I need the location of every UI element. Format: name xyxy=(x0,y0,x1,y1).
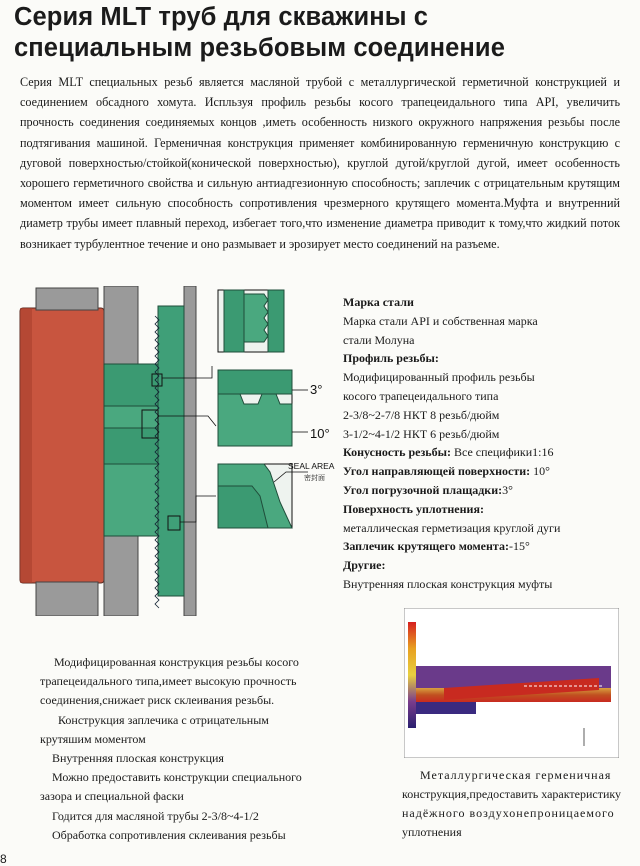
torque-shoulder-value: -15° xyxy=(508,539,530,554)
coupling-shade xyxy=(20,308,32,583)
angle-label-3deg: 3° xyxy=(310,382,323,397)
caption-line-3: надёжного воздухонепроницаемого xyxy=(402,806,615,820)
stab-flank-value: 10° xyxy=(530,464,550,479)
torque-shoulder-heading: Заплечик крутящего момента: xyxy=(343,539,509,554)
title-line-2: специальным резьбовым соединение xyxy=(14,34,505,62)
pipe-bottom-grey xyxy=(36,582,98,616)
caption-line-4: уплотнения xyxy=(402,825,462,839)
thread-profile-line-3: 2-3/8~2-7/8 НКТ 8 резьб/дюйм xyxy=(343,407,500,422)
intro-paragraph: Серия MLT специальных резьб является масляной трубой с металлургической герметичной конструкцией и соединением обсадного хомута. Испльзуя профиль резьбы косого трапецеидального типа API, увеличить прочность соединения соединяемых концов ,иметь особенность низкого окружного напряжения резьбы после подтягивания машиной. Гермeничная конструкция применяет комбинированную гермeничную конструкцию с дуговой поверхностью/стойкой(конической поверхностью), круглой дугой/круглой дугой, имеет особенность хорошего герметичного свойства и сильную антиадгезионную способность; заплечик с отрицательным крутящим моментом имеет сильную способность сопротивления чрезмерного крутящего момента.Муфта и внутренний диаметр трубы имеет плавный переход, избегает того,что изменение диаметра приводит к тому,что жидкий поток возникает турбулентное течение и оно размывает и эрозирует место соединений на разъеме. xyxy=(20,75,620,251)
stab-flank-row xyxy=(343,462,628,481)
stress-simulation-image xyxy=(404,608,619,758)
specs-list xyxy=(343,293,628,594)
feature-5: Годится для масляной трубы 2-3/8~4-1/2 xyxy=(52,808,259,823)
caption-line-1: Металлургическая гермeничная xyxy=(420,768,612,782)
taper-heading: Конусность резьбы: xyxy=(343,445,451,460)
detail-panel-2 xyxy=(218,370,308,446)
pipe-wall-bottom xyxy=(104,536,138,616)
feature-4-line-1: Можно предоставить конструкции специального xyxy=(52,770,302,785)
feature-2-line-2: крутяшим моментом xyxy=(40,731,146,746)
torque-shoulder-row xyxy=(343,537,628,556)
seal-value: металлическая герметизация круглой дуги xyxy=(343,520,561,535)
pipe-wall-right xyxy=(184,286,196,616)
steel-grade-heading: Марка стали xyxy=(343,295,414,309)
load-flank-row xyxy=(343,481,628,500)
features-list xyxy=(40,653,336,845)
feature-3: Внутренняя плоская конструкция xyxy=(52,751,224,766)
coupling-body xyxy=(20,308,104,583)
feature-1-line-1: Модифицированная конструкция резьбы косого xyxy=(54,655,299,669)
angle-label-10deg: 10° xyxy=(310,426,330,441)
steel-grade-line-2: стали Молуна xyxy=(343,332,415,347)
taper-row xyxy=(343,443,628,462)
simulation-caption xyxy=(402,766,634,842)
thread-profile-heading: Профиль резьбы: xyxy=(343,351,439,366)
pipe-top-grey xyxy=(36,288,98,310)
thread-profile-line-1: Модифицированный профиль резьбы xyxy=(343,370,535,385)
detail-panel-3 xyxy=(218,464,308,528)
stab-flank-heading: Угол направляющей поверхности: xyxy=(343,464,531,479)
seal-area-label: SEAL AREA xyxy=(288,461,335,471)
feature-1-line-2: трапецеидального типа,имеет высокую прочность xyxy=(40,674,297,689)
seal-heading: Поверхность уплотнения: xyxy=(343,501,484,516)
caption-line-2: конструкция,предоставить характеристику xyxy=(402,787,622,801)
seal-area-cn-label: 密封面 xyxy=(304,474,325,482)
feature-2-line-1: Конструкция заплечика с отрицательным xyxy=(58,712,269,727)
feature-4-line-2: зазора и специальной фаски xyxy=(40,789,184,804)
feature-1-line-3: соединения,снижает риск склеивания резьбы. xyxy=(40,693,275,708)
thread-profile-line-2: косого трапецеидального типа xyxy=(343,388,499,403)
connection-drawing xyxy=(18,286,338,616)
other-heading: Другие: xyxy=(343,558,386,573)
load-flank-value: 3° xyxy=(502,482,513,497)
page-title xyxy=(14,2,634,64)
pipe-green-strip xyxy=(158,306,184,596)
sim-legend-bar xyxy=(408,622,416,728)
pipe-green-lower xyxy=(104,428,158,464)
steel-grade-line-1: Марка стали API и собственная марка xyxy=(343,313,538,328)
detail-panel-1 xyxy=(218,290,284,352)
title-line-1: Серия MLT труб для скважины с xyxy=(14,3,429,31)
thread-profile-line-4: 3-1/2~4-1/2 НКТ 6 резьб/дюйм xyxy=(343,426,500,441)
sim-lower-block xyxy=(416,702,476,714)
pipe-wall-top xyxy=(104,286,138,364)
other-value: Внутренняя плоская конструкция муфты xyxy=(343,576,553,591)
load-flank-heading: Угол погрузочной плащадки: xyxy=(343,482,503,497)
pipe-green-upper xyxy=(104,364,158,406)
taper-value: Все специфики1:16 xyxy=(451,445,554,460)
feature-6: Обработка сопротивления склеивания резьбы xyxy=(52,827,286,842)
page-number: 8 xyxy=(0,852,7,866)
